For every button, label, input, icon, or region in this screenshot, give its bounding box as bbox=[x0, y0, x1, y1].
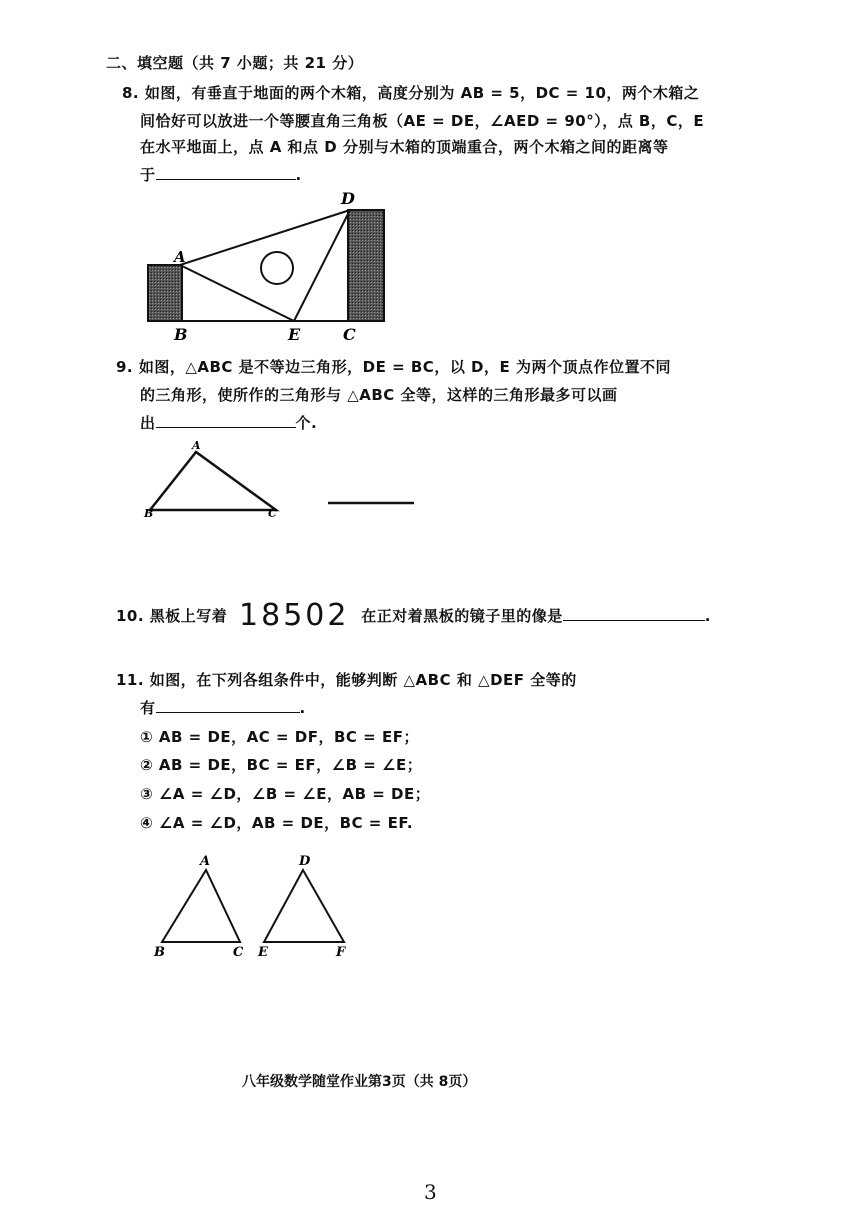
segment-ae bbox=[180, 265, 294, 321]
q8-line-4-prefix: 于 bbox=[140, 166, 156, 184]
q10-board-text: 18502 bbox=[239, 598, 350, 633]
q11-figure bbox=[148, 850, 368, 962]
q8-line-4 bbox=[140, 164, 302, 185]
triangle-abc bbox=[162, 870, 240, 942]
q11-line-2-suffix: . bbox=[299, 699, 306, 717]
q9-line-3-prefix: 出 bbox=[140, 414, 156, 432]
q8-line-1: 8. 如图，有垂直于地面的两个木箱，高度分别为 AB = 5，DC = 10，两个木箱之 bbox=[122, 84, 700, 102]
q10-suffix: 在正对着黑板的镜子里的像是 bbox=[361, 607, 563, 625]
label-d: D bbox=[299, 854, 311, 869]
left-box bbox=[148, 265, 182, 321]
q11-line-2 bbox=[140, 697, 306, 718]
q9-line-3 bbox=[140, 412, 317, 433]
q9-line-3-suffix: 个. bbox=[295, 414, 318, 432]
page-number: 3 bbox=[424, 1180, 437, 1204]
q8-line-2: 间恰好可以放进一个等腰直角三角板（AE = DE，∠AED = 90°），点 B，C，E bbox=[140, 112, 705, 130]
triangle-hole bbox=[261, 252, 293, 284]
label-b: B bbox=[154, 945, 165, 960]
label-a: A bbox=[174, 248, 186, 266]
q11-option-4: ④ ∠A = ∠D，AB = DE，BC = EF. bbox=[140, 814, 414, 832]
label-b: B bbox=[144, 507, 154, 520]
label-d: D bbox=[341, 189, 355, 208]
label-a: A bbox=[192, 439, 201, 452]
q11-option-2: ② AB = DE，BC = EF，∠B = ∠E； bbox=[140, 756, 423, 774]
q10-line bbox=[116, 594, 711, 633]
label-f: F bbox=[336, 945, 346, 960]
label-b: B bbox=[174, 325, 188, 344]
triangle-abc bbox=[150, 452, 276, 510]
label-e: E bbox=[258, 945, 268, 960]
q11-line-1: 11. 如图，在下列各组条件中，能够判断 △ABC 和 △DEF 全等的 bbox=[116, 671, 577, 689]
q10-end: . bbox=[704, 607, 711, 625]
q11-line-2-prefix: 有 bbox=[140, 699, 156, 717]
right-box bbox=[348, 210, 384, 321]
q10-answer-blank[interactable] bbox=[563, 606, 705, 621]
q8-figure bbox=[140, 186, 400, 346]
triangle-def bbox=[264, 870, 344, 942]
q11-answer-blank[interactable] bbox=[156, 698, 300, 713]
q9-figure bbox=[140, 438, 440, 522]
q8-line-3: 在水平地面上，点 A 和点 D 分别与木箱的顶端重合，两个木箱之间的距离等 bbox=[140, 138, 669, 156]
page-footer: 八年级数学随堂作业第3页（共 8页） bbox=[242, 1074, 477, 1090]
label-c: C bbox=[343, 325, 356, 344]
section-heading: 二、填空题（共 7 小题；共 21 分） bbox=[106, 54, 364, 72]
label-a: A bbox=[200, 854, 211, 869]
segment-de bbox=[294, 210, 350, 321]
label-c: C bbox=[233, 945, 244, 960]
q10-prefix: 10. 黑板上写着 bbox=[116, 607, 228, 625]
q11-option-1: ① AB = DE，AC = DF，BC = EF； bbox=[140, 728, 419, 746]
q9-line-2: 的三角形，使所作的三角形与 △ABC 全等，这样的三角形最多可以画 bbox=[140, 386, 618, 404]
q11-option-3: ③ ∠A = ∠D，∠B = ∠E，AB = DE； bbox=[140, 785, 431, 803]
q9-answer-blank[interactable] bbox=[156, 413, 296, 428]
label-c: C bbox=[268, 507, 277, 520]
label-e: E bbox=[288, 325, 301, 344]
q9-line-1: 9. 如图，△ABC 是不等边三角形，DE = BC，以 D，E 为两个顶点作位置不同 bbox=[116, 358, 671, 376]
q8-answer-blank[interactable] bbox=[156, 165, 296, 180]
q8-line-4-suffix: . bbox=[295, 166, 302, 184]
